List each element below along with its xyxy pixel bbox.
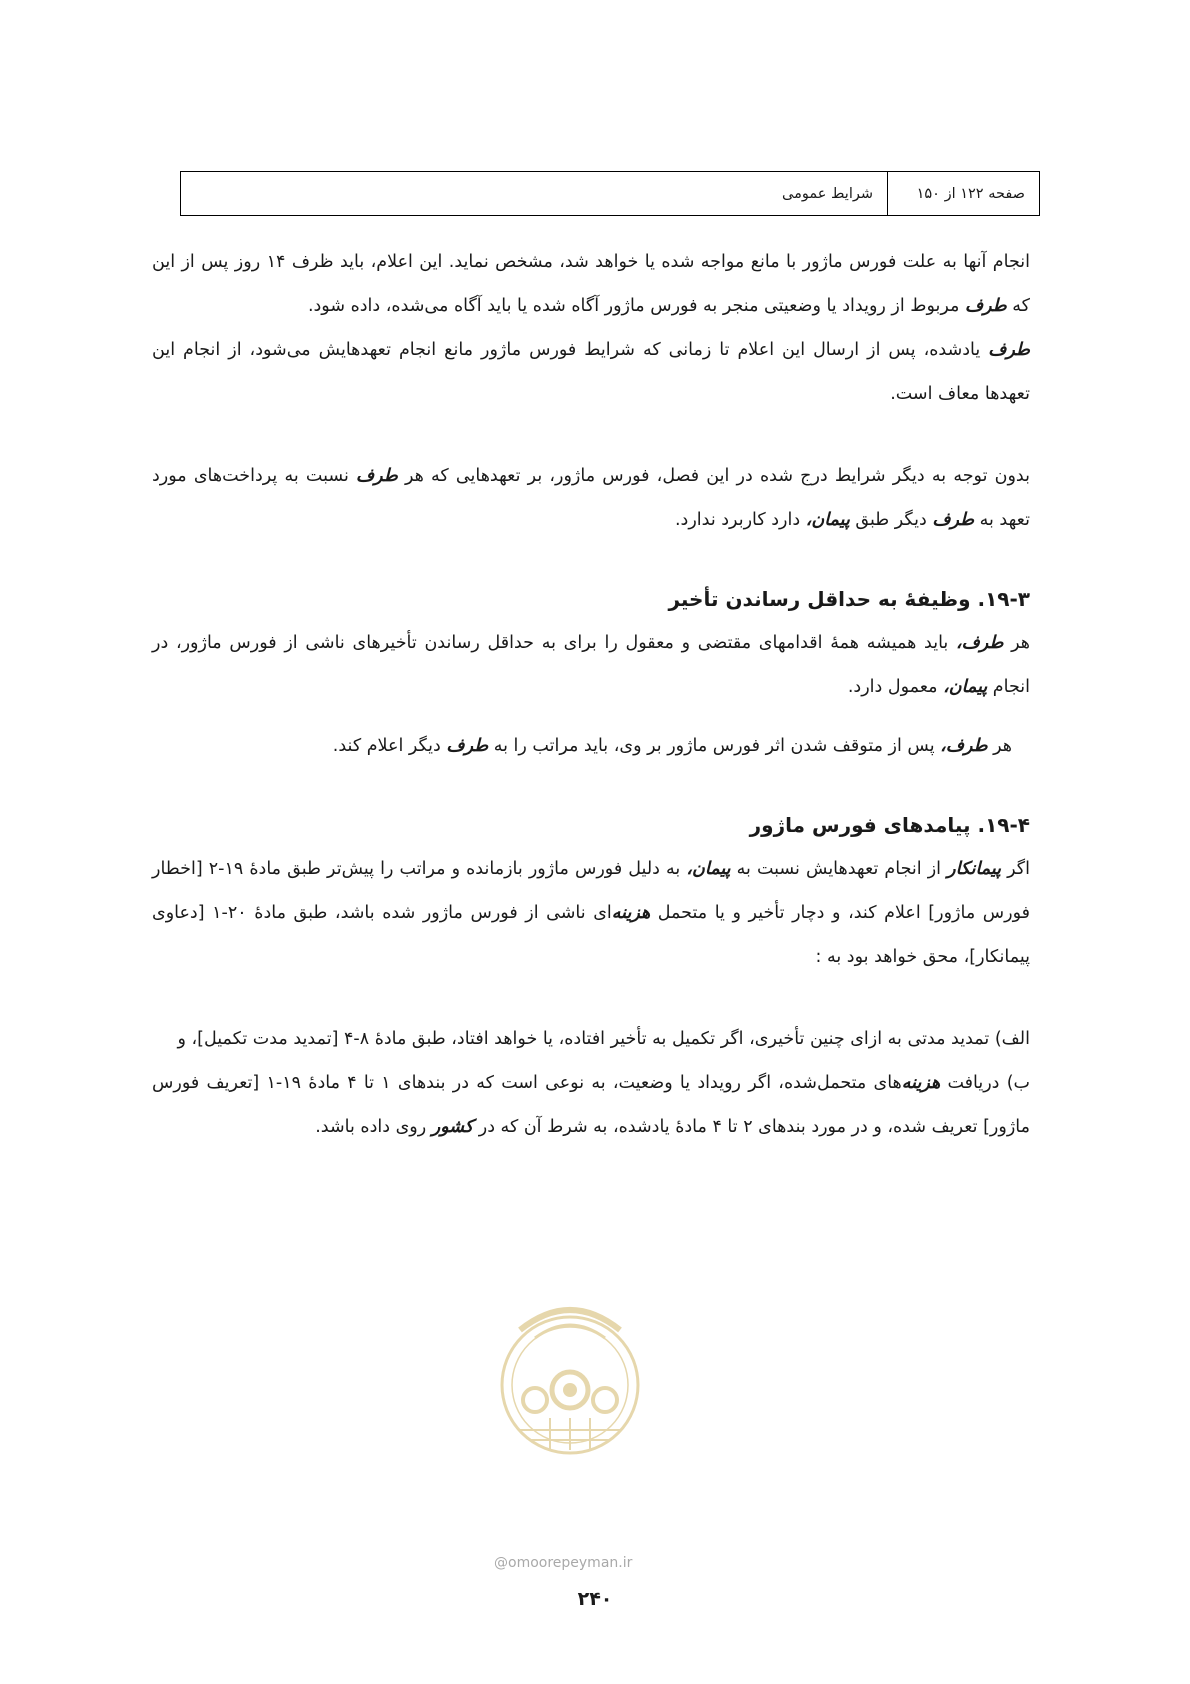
term-cost: هزینه bbox=[901, 1073, 941, 1093]
paragraph: بدون توجه به دیگر شرایط درج شده در این فصل، فورس ماژور، بر تعهدهایی که هر طرف نسبت به پرداخت‌های مورد تعهد به طرف دیگر طبق پیمان، دارد کاربرد ندارد. bbox=[152, 466, 1030, 530]
page-count-label: صفحه ۱۲۲ از ۱۵۰ bbox=[887, 172, 1039, 215]
paragraph: هر طرف، باید همیشه همهٔ اقدامهای مقتضی و معقول را برای به حداقل رساندن تأخیرهای ناشی از فورس ماژور، در انجام پیمان، معمول دارد. bbox=[152, 633, 1030, 697]
paragraph: انجام آنها به علت فورس ماژور با مانع مواجه شده یا خواهد شد، مشخص نماید. این اعلام، باید ظرف ۱۴ روز پس از این که طرف مربوط از رویداد یا وضعیتی منجر به فورس ماژور آگاه شده یا باید آگاه می‌شده، داده شود. bbox=[152, 252, 1031, 316]
term-contract: پیمان، bbox=[686, 859, 731, 879]
section-heading: ۱۹-۴. پیامدهای فورس ماژور bbox=[749, 813, 1030, 837]
watermark-seal-icon bbox=[490, 1290, 650, 1470]
page-number: ۲۴۰ bbox=[577, 1588, 613, 1610]
paragraph: اگر پیمانکار از انجام تعهدهایش نسبت به پیمان، به دلیل فورس ماژور بازمانده و مراتب را پیش‌تر طبق مادهٔ ۱۹-۲ [اخطار فورس ماژور] اعلام کند، و دچار تأخیر و یا متحمل هزینه‌ای ناشی از فورس ماژور شده باشد، طبق مادهٔ ۲۰-۱ [دعاوی پیمانکار]، محق خواهد بود به : bbox=[152, 859, 1030, 967]
term-party: طرف bbox=[932, 510, 975, 530]
paragraph: طرف یادشده، پس از ارسال این اعلام تا زمانی که شرایط فورس ماژور مانع انجام تعهدهایش می‌شود، از انجام این تعهدها معاف است. bbox=[152, 340, 1030, 404]
term-country: کشور bbox=[431, 1117, 474, 1137]
term-contractor: پیمانکار bbox=[947, 859, 1002, 879]
term-party: طرف، bbox=[956, 633, 1004, 653]
term-cost: هزینه bbox=[611, 903, 651, 923]
list-item: ب) دریافت هزینه‌های متحمل‌شده، اگر رویداد یا وضعیت، به نوعی است که در بندهای ۱ تا ۴ مادهٔ ۱۹-۱ [تعریف فورس ماژور] تعریف شده، و در مورد بندهای ۲ تا ۴ مادهٔ یادشده، به شرط آن که در کشور روی داده باشد. bbox=[152, 1073, 1030, 1137]
section-heading: ۱۹-۳. وظیفهٔ به حداقل رساندن تأخیر bbox=[668, 587, 1030, 611]
term-party: طرف bbox=[356, 466, 398, 486]
paragraph: هر طرف، پس از متوقف شدن اثر فورس ماژور بر وی، باید مراتب را به طرف دیگر اعلام کند. bbox=[332, 736, 1012, 756]
watermark-url: @omoorepeyman.ir bbox=[494, 1555, 633, 1571]
term-party: طرف bbox=[988, 340, 1030, 360]
document-title: شرایط عمومی bbox=[782, 185, 873, 202]
term-party: طرف bbox=[964, 296, 1007, 316]
document-body bbox=[152, 240, 1030, 1149]
term-contract: پیمان، bbox=[943, 677, 988, 697]
term-party: طرف، bbox=[940, 736, 988, 756]
term-party: طرف bbox=[446, 736, 489, 756]
term-contract: پیمان، bbox=[805, 510, 850, 530]
page-header bbox=[180, 171, 1040, 216]
list-item: الف) تمدید مدتی به ازای چنین تأخیری، اگر تکمیل به تأخیر افتاده، یا خواهد افتاد، طبق مادهٔ ۸-۴ [تمدید مدت تکمیل]، و bbox=[177, 1029, 1030, 1049]
